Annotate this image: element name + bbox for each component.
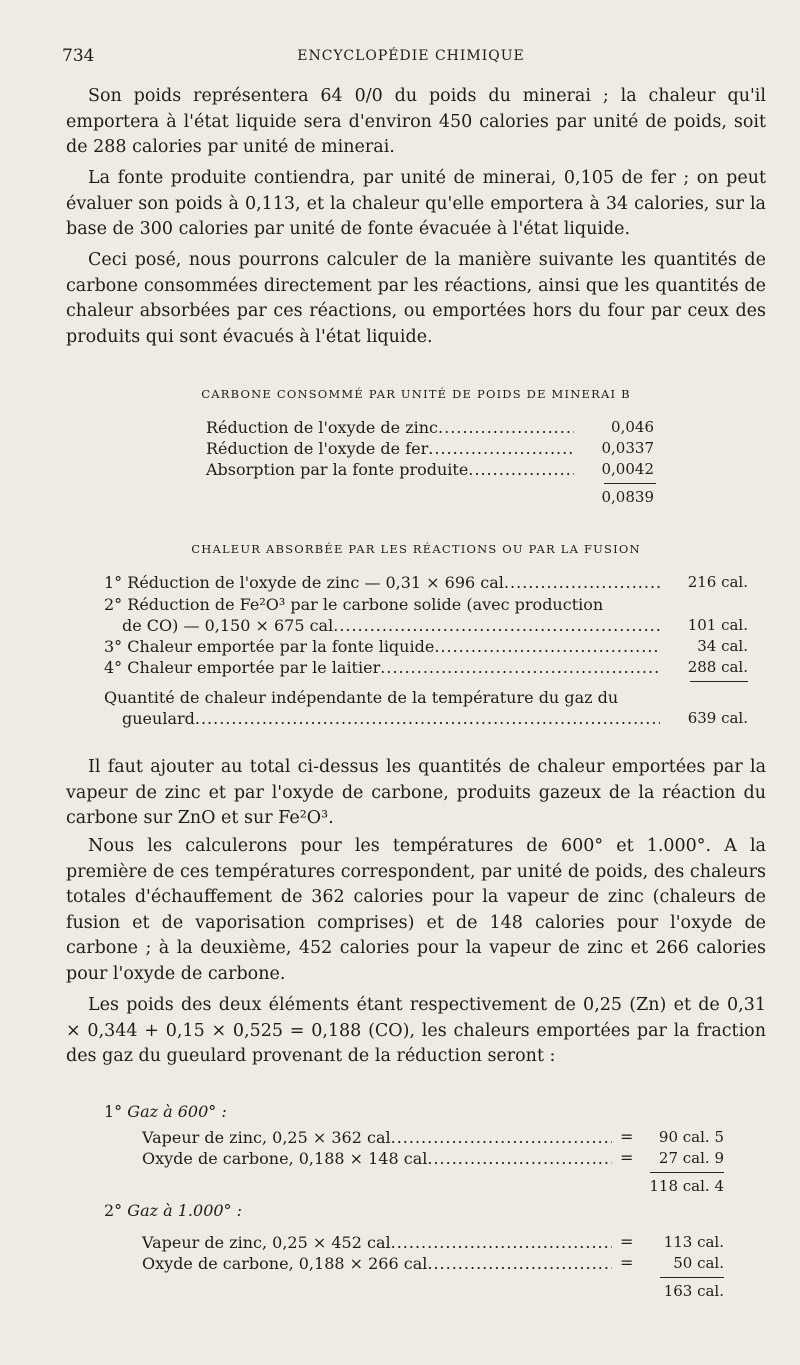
- sum-rule: [690, 681, 748, 682]
- table-row: Oxyde de carbone, 0,188 × 148 cal .....: [142, 1148, 612, 1169]
- row-value: 288 cal.: [687, 658, 748, 676]
- row-value: 50 cal.: [673, 1254, 724, 1272]
- equals-sign: =: [620, 1127, 634, 1146]
- total-label: Quantité de chaleur indépendante de la température du gaz du: [104, 688, 619, 707]
- row-value: 0,0042: [601, 460, 654, 478]
- paragraph-2: La fonte produite contiendra, par unité de minerai, 0,105 de fer ; on peut évaluer son poids à 0,113, et la chaleur qu'elle emportera à 34 calories, sur la base de 300 calories par unité de fonte évacuée à l'état liquide.: [66, 168, 766, 239]
- table-row: gueulard .....: [122, 708, 660, 729]
- paragraph-6: Les poids des deux éléments étant respectivement de 0,25 (Zn) et de 0,31 × 0,344 + 0,15 × 0,525 = 0,188 (CO), les chaleurs emportées par la fraction des gaz du gueulard provenant de la réduction seront :: [66, 995, 766, 1066]
- table-row: de CO) — 0,150 × 675 cal .....: [122, 615, 660, 636]
- section-heading: 1° Gaz à 600° :: [104, 1102, 227, 1121]
- carbone-table-title: CARBONE CONSOMMÉ PAR UNITÉ DE POIDS DE MINERAI B: [201, 387, 631, 401]
- equals-sign: =: [620, 1148, 634, 1167]
- table-row: 3° Chaleur emportée par la fonte liquide .....: [104, 636, 660, 657]
- sum-rule: [650, 1172, 724, 1173]
- table-row: 4° Chaleur emportée par le laitier .....: [104, 657, 660, 678]
- table-row: 1° Réduction de l'oxyde de zinc — 0,31 × 696 cal .....: [104, 572, 660, 593]
- paragraph-3: Ceci posé, nous pourrons calculer de la manière suivante les quantités de carbone consommées directement par les réactions, ainsi que les quantités de chaleur absorbées par ces réactions, ou emportées hors du four par ceux des produits qui sont évacués à l'état liquide.: [66, 250, 766, 347]
- table-row: 2° Réduction de Fe²O³ par le carbone solide (avec production: [104, 595, 604, 614]
- equals-sign: =: [620, 1253, 634, 1272]
- table-row: Oxyde de carbone, 0,188 × 266 cal .....: [142, 1253, 612, 1274]
- table-row: Absorption par la fonte produite .....: [206, 459, 574, 480]
- row-value: 34 cal.: [697, 637, 748, 655]
- gaz-600-total: 118 cal. 4: [649, 1177, 724, 1195]
- row-value: 90 cal. 5: [658, 1128, 724, 1146]
- table-row: Vapeur de zinc, 0,25 × 362 cal .....: [142, 1127, 612, 1148]
- chaleur-total: 639 cal.: [687, 709, 748, 727]
- gaz-1000-total: 163 cal.: [663, 1282, 724, 1300]
- paragraph-5: Nous les calculerons pour les températures de 600° et 1.000°. A la première de ces températures correspondent, par unité de poids, des chaleurs totales d'échauffement de 362 calories pour la vapeur de zinc (chaleurs de fusion et de vaporisation comprises) et de 148 calories pour l'oxyde de carbone ; à la deuxième, 452 calories pour la vapeur de zinc et 266 calories pour l'oxyde de carbone.: [66, 836, 766, 984]
- row-value: 101 cal.: [687, 616, 748, 634]
- table-row: Réduction de l'oxyde de zinc .....: [206, 417, 574, 438]
- sum-rule: [660, 1277, 724, 1278]
- carbone-total: 0,0839: [601, 488, 654, 506]
- paragraph-4: Il faut ajouter au total ci-dessus les quantités de chaleur emportées par la vapeur de zinc et par l'oxyde de carbone, produits gazeux de la réaction du carbone sur ZnO et sur Fe²O³.: [66, 757, 766, 828]
- row-value: 0,046: [611, 418, 654, 436]
- page-header: [62, 46, 760, 68]
- page-number: 734: [62, 46, 95, 66]
- row-value: 113 cal.: [663, 1233, 724, 1251]
- chaleur-table-title: CHALEUR ABSORBÉE PAR LES RÉACTIONS OU PAR LA FUSION: [191, 542, 641, 556]
- row-value: 216 cal.: [687, 573, 748, 591]
- sum-rule: [604, 483, 656, 484]
- table-row: Réduction de l'oxyde de fer .....: [206, 438, 574, 459]
- section-heading: 2° Gaz à 1.000° :: [104, 1201, 243, 1220]
- row-value: 0,0337: [601, 439, 654, 457]
- table-row: Vapeur de zinc, 0,25 × 452 cal .....: [142, 1232, 612, 1253]
- equals-sign: =: [620, 1232, 634, 1251]
- row-value: 27 cal. 9: [658, 1149, 724, 1167]
- running-title: ENCYCLOPÉDIE CHIMIQUE: [297, 48, 525, 64]
- paragraph-1: Son poids représentera 64 0/0 du poids du minerai ; la chaleur qu'il emportera à l'état liquide sera d'environ 450 calories par unité de poids, soit de 288 calories par unité de minerai.: [66, 86, 766, 157]
